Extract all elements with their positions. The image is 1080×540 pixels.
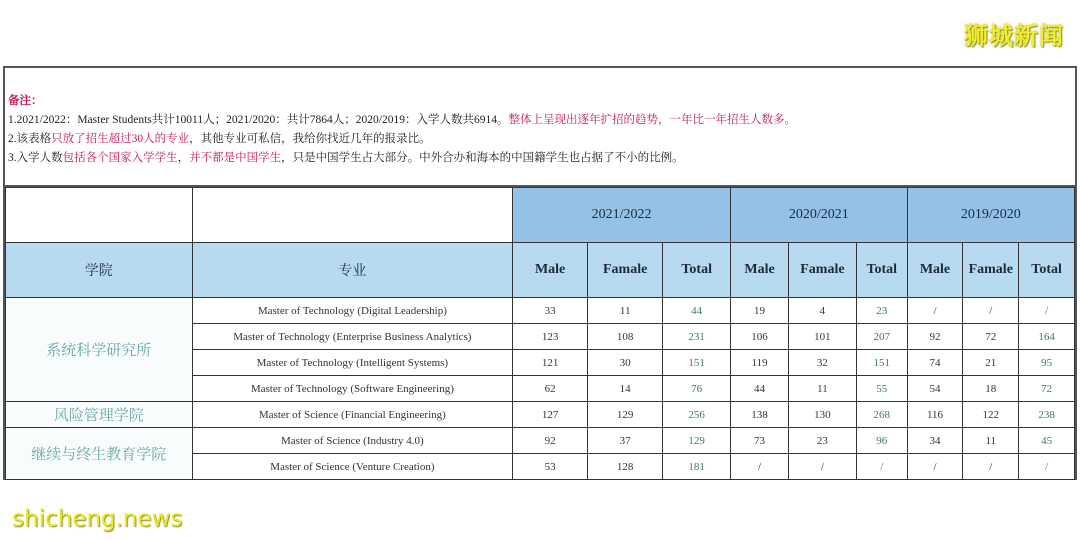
- value-cell: /: [963, 454, 1019, 480]
- program-cell: Master of Science (Venture Creation): [192, 454, 512, 480]
- female-column-header: Famale: [588, 243, 663, 298]
- value-cell: 101: [788, 324, 856, 350]
- value-cell: 21: [963, 350, 1019, 376]
- enrollment-table: [5, 187, 1075, 480]
- value-cell: 30: [588, 350, 663, 376]
- male-column-header: Male: [907, 243, 963, 298]
- year-header-2021-2022: 2021/2022: [513, 188, 731, 243]
- year-header-2020-2021: 2020/2021: [731, 188, 907, 243]
- total-cell: /: [1019, 454, 1075, 480]
- total-cell: 23: [856, 298, 907, 324]
- female-column-header: Famale: [963, 243, 1019, 298]
- value-cell: 92: [513, 428, 588, 454]
- college-cell: 继续与终生教育学院: [6, 428, 193, 480]
- program-cell: Master of Technology (Enterprise Business Analytics): [192, 324, 512, 350]
- program-cell: Master of Science (Industry 4.0): [192, 428, 512, 454]
- value-cell: 54: [907, 376, 963, 402]
- program-cell: Master of Technology (Digital Leadership): [192, 298, 512, 324]
- value-cell: 130: [788, 402, 856, 428]
- note-line-3: 3.入学人数包括各个国家入学学生，并不都是中国学生，只是中国学生占大部分。中外合办和海本的中国籍学生也占据了不小的比例。: [8, 152, 684, 164]
- value-cell: 37: [588, 428, 663, 454]
- total-cell: 44: [663, 298, 731, 324]
- total-cell: /: [1019, 298, 1075, 324]
- program-cell: Master of Technology (Software Engineering): [192, 376, 512, 402]
- total-cell: 256: [663, 402, 731, 428]
- total-cell: 55: [856, 376, 907, 402]
- total-cell: /: [856, 454, 907, 480]
- program-column-header: 专业: [192, 243, 512, 298]
- value-cell: 72: [963, 324, 1019, 350]
- value-cell: 11: [588, 298, 663, 324]
- total-cell: 72: [1019, 376, 1075, 402]
- value-cell: 34: [907, 428, 963, 454]
- college-cell: 风险管理学院: [6, 402, 193, 428]
- column-header-row: [6, 243, 1075, 298]
- value-cell: 108: [588, 324, 663, 350]
- program-cell: Master of Science (Financial Engineering): [192, 402, 512, 428]
- total-cell: 151: [663, 350, 731, 376]
- note-line-1: 1.2021/2022：Master Students共计10011人；2021/2020：共计7864人；2020/2019：入学人数共6914。整体上呈现出逐年扩招的趋势，一年比一年招生人数多。: [8, 114, 796, 126]
- year-header-row: [6, 188, 1075, 243]
- value-cell: 116: [907, 402, 963, 428]
- college-cell: 系统科学研究所: [6, 298, 193, 402]
- value-cell: 33: [513, 298, 588, 324]
- total-cell: 238: [1019, 402, 1075, 428]
- notes-section: [5, 68, 1075, 187]
- value-cell: /: [788, 454, 856, 480]
- notes-title: 备注：: [8, 95, 43, 107]
- total-cell: 164: [1019, 324, 1075, 350]
- value-cell: 23: [788, 428, 856, 454]
- program-cell: Master of Technology (Intelligent Systems): [192, 350, 512, 376]
- value-cell: 53: [513, 454, 588, 480]
- value-cell: 11: [788, 376, 856, 402]
- value-cell: 92: [907, 324, 963, 350]
- value-cell: 128: [588, 454, 663, 480]
- value-cell: 138: [731, 402, 789, 428]
- value-cell: 106: [731, 324, 789, 350]
- value-cell: /: [963, 298, 1019, 324]
- total-cell: 207: [856, 324, 907, 350]
- male-column-header: Male: [513, 243, 588, 298]
- value-cell: 122: [963, 402, 1019, 428]
- note-line-2: 2.该表格只放了招生超过30人的专业，其他专业可私信，我给你找近几年的报录比。: [8, 133, 431, 145]
- value-cell: 121: [513, 350, 588, 376]
- year-header-2019-2020: 2019/2020: [907, 188, 1074, 243]
- value-cell: 32: [788, 350, 856, 376]
- blank-header-cell: [6, 188, 193, 243]
- total-column-header: Total: [1019, 243, 1075, 298]
- value-cell: 62: [513, 376, 588, 402]
- blank-header-cell: [192, 188, 512, 243]
- watermark-logo-top: 狮城新闻: [964, 22, 1064, 50]
- total-cell: 76: [663, 376, 731, 402]
- male-column-header: Male: [731, 243, 789, 298]
- table-row: [6, 402, 1075, 428]
- value-cell: 123: [513, 324, 588, 350]
- value-cell: 129: [588, 402, 663, 428]
- value-cell: 4: [788, 298, 856, 324]
- value-cell: 11: [963, 428, 1019, 454]
- value-cell: 18: [963, 376, 1019, 402]
- value-cell: /: [731, 454, 789, 480]
- value-cell: /: [907, 454, 963, 480]
- enrollment-sheet: [3, 66, 1077, 480]
- value-cell: 119: [731, 350, 789, 376]
- total-column-header: Total: [856, 243, 907, 298]
- total-cell: 95: [1019, 350, 1075, 376]
- table-row: [6, 298, 1075, 324]
- value-cell: /: [907, 298, 963, 324]
- total-cell: 268: [856, 402, 907, 428]
- total-cell: 45: [1019, 428, 1075, 454]
- watermark-site-bottom: shicheng.news: [12, 506, 183, 532]
- value-cell: 73: [731, 428, 789, 454]
- total-cell: 181: [663, 454, 731, 480]
- female-column-header: Famale: [788, 243, 856, 298]
- value-cell: 44: [731, 376, 789, 402]
- value-cell: 74: [907, 350, 963, 376]
- total-cell: 96: [856, 428, 907, 454]
- total-cell: 231: [663, 324, 731, 350]
- total-cell: 151: [856, 350, 907, 376]
- total-cell: 129: [663, 428, 731, 454]
- value-cell: 14: [588, 376, 663, 402]
- table-row: [6, 428, 1075, 454]
- total-column-header: Total: [663, 243, 731, 298]
- value-cell: 127: [513, 402, 588, 428]
- college-column-header: 学院: [6, 243, 193, 298]
- value-cell: 19: [731, 298, 789, 324]
